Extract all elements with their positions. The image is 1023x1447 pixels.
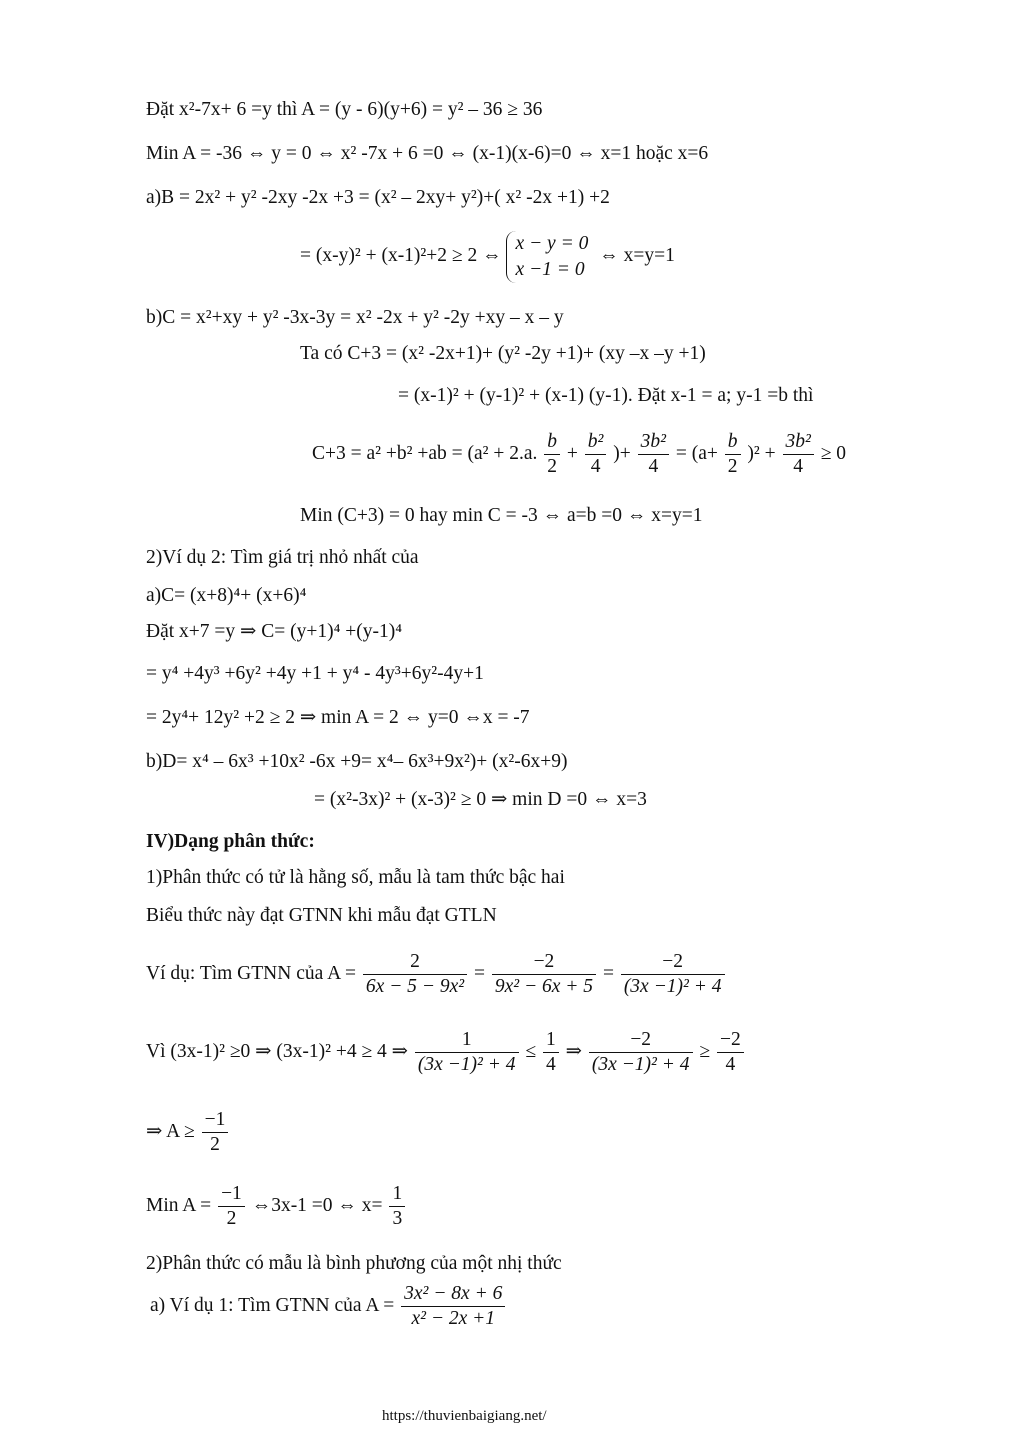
equation-line: [146, 1104, 230, 1160]
fraction: [725, 431, 741, 478]
equation-line: [150, 1278, 507, 1334]
text-line: = (x-1)² + (y-1)² + (x-1) (y-1). Đặt x-1 = a; y-1 =b thì: [398, 385, 814, 406]
eq-part: = (x-y)² + (x-1)²+2 ≥ 2 ⇔: [300, 245, 502, 266]
denominator: 4: [546, 1054, 556, 1076]
section-heading: IV)Dạng phân thức:: [146, 831, 315, 852]
fraction: [218, 1183, 245, 1230]
numerator: −2: [589, 1029, 693, 1053]
footer-url[interactable]: https://thuvienbaigiang.net/: [382, 1408, 547, 1424]
text-line: 2)Phân thức có mẫu là bình phương của một nhị thức: [146, 1253, 562, 1274]
denominator: (3x −1)² + 4: [591, 1054, 690, 1076]
text-line: b)D= x⁴ – 6x³ +10x² -6x +9= x⁴– 6x³+9x²)+ (x²-6x+9): [146, 751, 568, 772]
denominator: 2: [727, 456, 738, 478]
numerator: 3b²: [638, 431, 669, 455]
eq-part: ⇒ A ≥: [146, 1121, 195, 1142]
eq-part: ≤: [525, 1041, 537, 1062]
numerator: b²: [585, 431, 607, 455]
eq-part: a) Ví dụ 1: Tìm GTNN của A =: [150, 1295, 395, 1316]
equation-line: [300, 228, 675, 284]
denominator: (3x −1)² + 4: [623, 976, 722, 998]
numerator: 3b²: [783, 431, 814, 455]
fraction: [363, 951, 467, 998]
eq-part: =: [602, 963, 614, 984]
fraction: [543, 1029, 559, 1076]
text-line: b)C = x²+xy + y² -3x-3y = x² -2x + y² -2y +xy – x – y: [146, 307, 564, 328]
sys-row: x −1 = 0: [515, 258, 585, 280]
text-line: a)B = 2x² + y² -2xy -2x +3 = (x² – 2xy+ y²)+( x² -2x +1) +2: [146, 187, 610, 208]
fraction: [717, 1029, 744, 1076]
equation-line: [146, 1178, 407, 1234]
denominator: 4: [725, 1054, 736, 1076]
fraction: [389, 1183, 405, 1230]
text-line: = 2y⁴+ 12y² +2 ≥ 2 ⇒ min A = 2 ⇔ y=0 ⇔x = -7: [146, 707, 530, 728]
eq-part: ⇔ x=y=1: [599, 245, 675, 266]
numerator: 1: [415, 1029, 519, 1053]
fraction: [589, 1029, 693, 1076]
fraction: [621, 951, 725, 998]
fraction: [544, 431, 560, 478]
eq-part: Ví dụ: Tìm GTNN của A =: [146, 963, 356, 984]
fraction: [492, 951, 596, 998]
text-line: 2)Ví dụ 2: Tìm giá trị nhỏ nhất của: [146, 547, 419, 568]
numerator: −1: [202, 1109, 229, 1133]
numerator: −2: [492, 951, 596, 975]
fraction: [638, 431, 669, 478]
eq-part: ≥ 0: [820, 443, 847, 464]
eq-part: Vì (3x-1)² ≥0 ⇒ (3x-1)² +4 ≥ 4 ⇒: [146, 1041, 408, 1062]
text-line: a)C= (x+8)⁴+ (x+6)⁴: [146, 585, 307, 606]
text-line: = y⁴ +4y³ +6y² +4y +1 + y⁴ - 4y³+6y²-4y+1: [146, 663, 484, 684]
equation-line: [146, 946, 727, 1002]
text-line: Min (C+3) = 0 hay min C = -3 ⇔ a=b =0 ⇔ x=y=1: [300, 505, 703, 526]
numerator: b: [544, 431, 560, 455]
denominator: 2: [210, 1134, 220, 1156]
fraction: [401, 1283, 505, 1330]
denominator: 6x − 5 − 9x²: [365, 976, 465, 998]
eq-part: +: [566, 443, 578, 464]
numerator: −1: [218, 1183, 245, 1207]
text-line: = (x²-3x)² + (x-3)² ≥ 0 ⇒ min D =0 ⇔ x=3: [314, 789, 647, 810]
denominator: 2: [547, 456, 558, 478]
denominator: 4: [793, 456, 804, 478]
numerator: 2: [363, 951, 467, 975]
denominator: 3: [392, 1208, 403, 1230]
numerator: 1: [389, 1183, 405, 1207]
denominator: (3x −1)² + 4: [417, 1054, 516, 1076]
text-line: Biểu thức này đạt GTNN khi mẫu đạt GTLN: [146, 905, 497, 926]
eq-part: =: [473, 963, 485, 984]
eq-part: C+3 = a² +b² +ab = (a² + 2.a.: [312, 443, 538, 464]
text-line: 1)Phân thức có tử là hằng số, mẫu là tam thức bậc hai: [146, 867, 565, 888]
denominator: 9x² − 6x + 5: [494, 976, 594, 998]
sys-row: x − y = 0: [515, 232, 589, 254]
eq-part: )² +: [747, 443, 776, 464]
numerator: −2: [621, 951, 725, 975]
text-line: Đặt x+7 =y ⇒ C= (y+1)⁴ +(y-1)⁴: [146, 621, 403, 642]
denominator: 4: [590, 456, 601, 478]
denominator: x² − 2x +1: [411, 1308, 496, 1330]
numerator: b: [725, 431, 741, 455]
denominator: 4: [648, 456, 659, 478]
numerator: −2: [717, 1029, 744, 1053]
fraction: [585, 431, 607, 478]
fraction: [415, 1029, 519, 1076]
numerator: 1: [543, 1029, 559, 1053]
numerator: 3x² − 8x + 6: [401, 1283, 505, 1307]
denominator: 2: [226, 1208, 237, 1230]
text-line: Ta có C+3 = (x² -2x+1)+ (y² -2y +1)+ (xy –x –y +1): [300, 343, 706, 364]
eq-part: ⇒: [565, 1041, 582, 1062]
eq-part: )+: [613, 443, 631, 464]
text-line: Đặt x²-7x+ 6 =y thì A = (y - 6)(y+6) = y² – 36 ≥ 36: [146, 99, 543, 120]
eq-part: ≥: [699, 1041, 711, 1062]
eq-part: = (a+: [675, 443, 718, 464]
fraction: [783, 431, 814, 478]
text-line: Min A = -36 ⇔ y = 0 ⇔ x² -7x + 6 =0 ⇔ (x-1)(x-6)=0 ⇔ x=1 hoặc x=6: [146, 143, 709, 164]
fraction: [202, 1109, 229, 1156]
equation-line: [146, 1024, 746, 1080]
equation-system: [506, 231, 594, 283]
eq-part: ⇔3x-1 =0 ⇔ x=: [251, 1195, 383, 1216]
equation-line: [312, 428, 846, 480]
eq-part: Min A =: [146, 1195, 212, 1216]
